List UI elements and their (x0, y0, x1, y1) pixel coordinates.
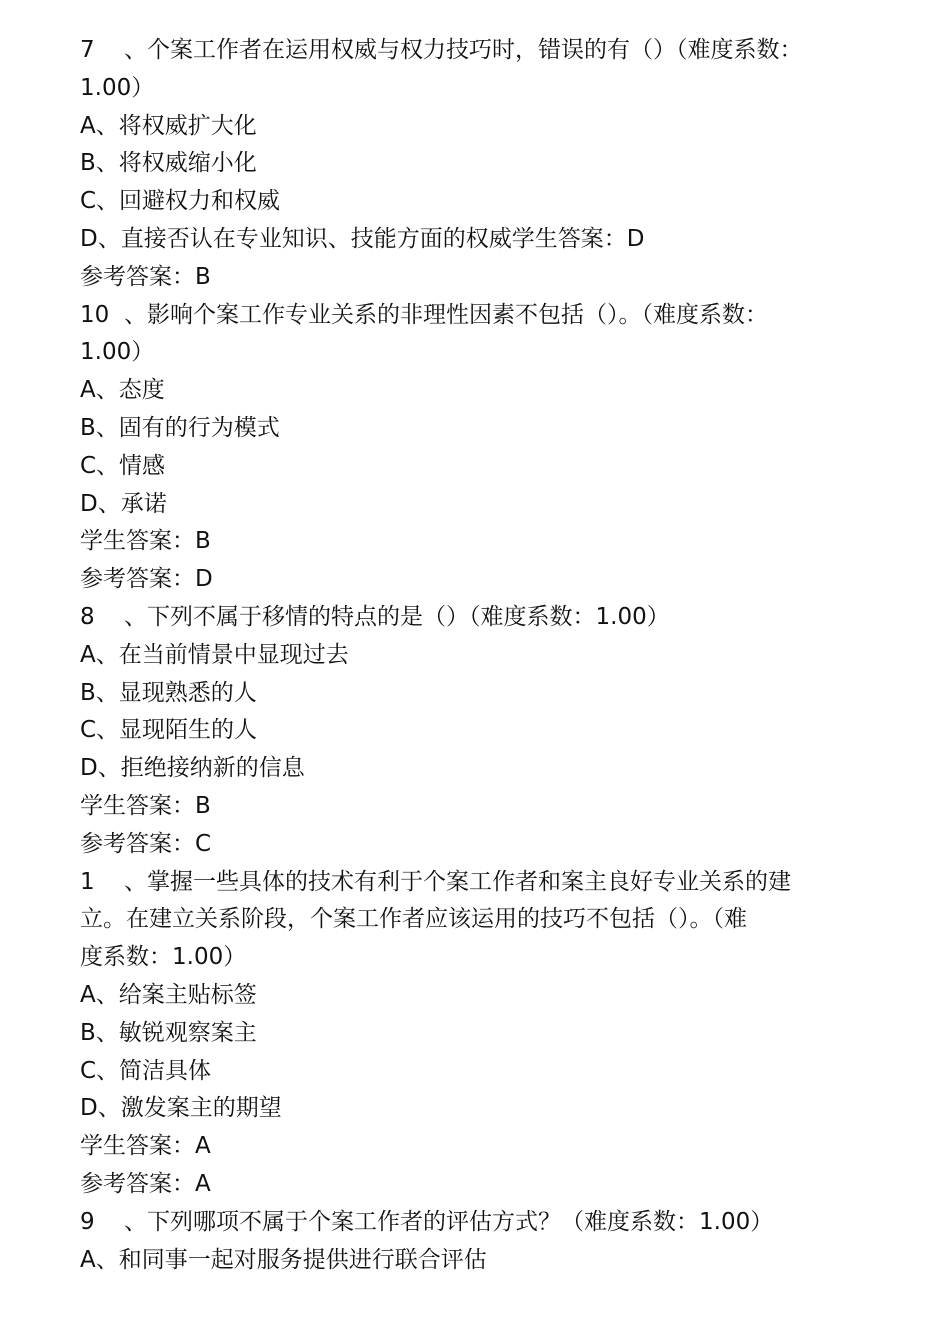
answer-option: B、将权威缩小化 (80, 150, 257, 177)
answer-line: 参考答案：A (80, 1170, 211, 1197)
answer-line: 参考答案：C (80, 830, 212, 857)
question-block (80, 1204, 870, 1280)
question-list (80, 32, 870, 1279)
question-stem-continued (80, 939, 870, 977)
question-text: 立。在建立关系阶段，个案工作者应该运用的技巧不包括（）。（难 (80, 906, 747, 933)
question-number: 8 (80, 603, 95, 630)
question-number: 7 (80, 37, 95, 63)
answer-option: B、固有的行为模式 (80, 414, 280, 441)
question-stem-continued (80, 901, 870, 939)
answer-option: A、在当前情景中显现过去 (80, 641, 349, 668)
answer-option: B、敏锐观察案主 (80, 1019, 257, 1046)
answer-option: C、显现陌生的人 (80, 717, 258, 744)
answer-option: C、回避权力和权威 (80, 188, 281, 215)
question-text: 1.00） (80, 74, 155, 101)
answer-line: 学生答案：A (80, 1133, 211, 1160)
answer-option: A、和同事一起对服务提供进行联合评估 (80, 1246, 487, 1273)
question-block (80, 864, 870, 1204)
question-stem (80, 864, 870, 902)
question-stem (80, 297, 870, 335)
answer-option: A、给案主贴标签 (80, 981, 257, 1008)
question-text: 、下列不属于移情的特点的是（）（难度系数：1.00） (124, 603, 670, 630)
question-text: 1.00） (80, 339, 155, 366)
answer-option: C、情感 (80, 452, 166, 479)
question-text: 、掌握一些具体的技术有利于个案工作者和案主良好专业关系的建 (124, 868, 791, 895)
question-stem-continued (80, 70, 870, 108)
question-block (80, 297, 870, 599)
question-number: 1 (80, 868, 95, 895)
question-stem (80, 32, 870, 70)
answer-line: 参考答案：D (80, 566, 213, 593)
question-stem (80, 1204, 870, 1242)
question-text: 、下列哪项不属于个案工作者的评估方式？（难度系数：1.00） (124, 1208, 774, 1235)
answer-option: C、简洁具体 (80, 1057, 212, 1084)
answer-option: D、承诺 (80, 490, 167, 517)
answer-line: 学生答案：B (80, 528, 211, 555)
answer-option: D、拒绝接纳新的信息 (80, 755, 305, 782)
question-text: 度系数：1.00） (80, 944, 247, 971)
answer-line: 学生答案：B (80, 792, 211, 819)
answer-option: D、激发案主的期望 (80, 1095, 282, 1122)
question-text: 、影响个案工作专业关系的非理性因素不包括（）。（难度系数： (124, 301, 768, 328)
question-text: 、个案工作者在运用权威与权力技巧时，错误的有（）（难度系数： (124, 37, 803, 63)
question-block (80, 599, 870, 864)
answer-option: A、态度 (80, 377, 165, 404)
answer-line: 参考答案：B (80, 263, 211, 290)
question-stem (80, 599, 870, 637)
question-number: 9 (80, 1208, 95, 1235)
answer-option: D、直接否认在专业知识、技能方面的权威学生答案：D (80, 225, 645, 252)
answer-option: B、显现熟悉的人 (80, 679, 257, 706)
question-stem-continued (80, 334, 870, 372)
question-number: 10 (80, 301, 110, 328)
question-block (80, 32, 870, 297)
answer-option: A、将权威扩大化 (80, 112, 257, 139)
